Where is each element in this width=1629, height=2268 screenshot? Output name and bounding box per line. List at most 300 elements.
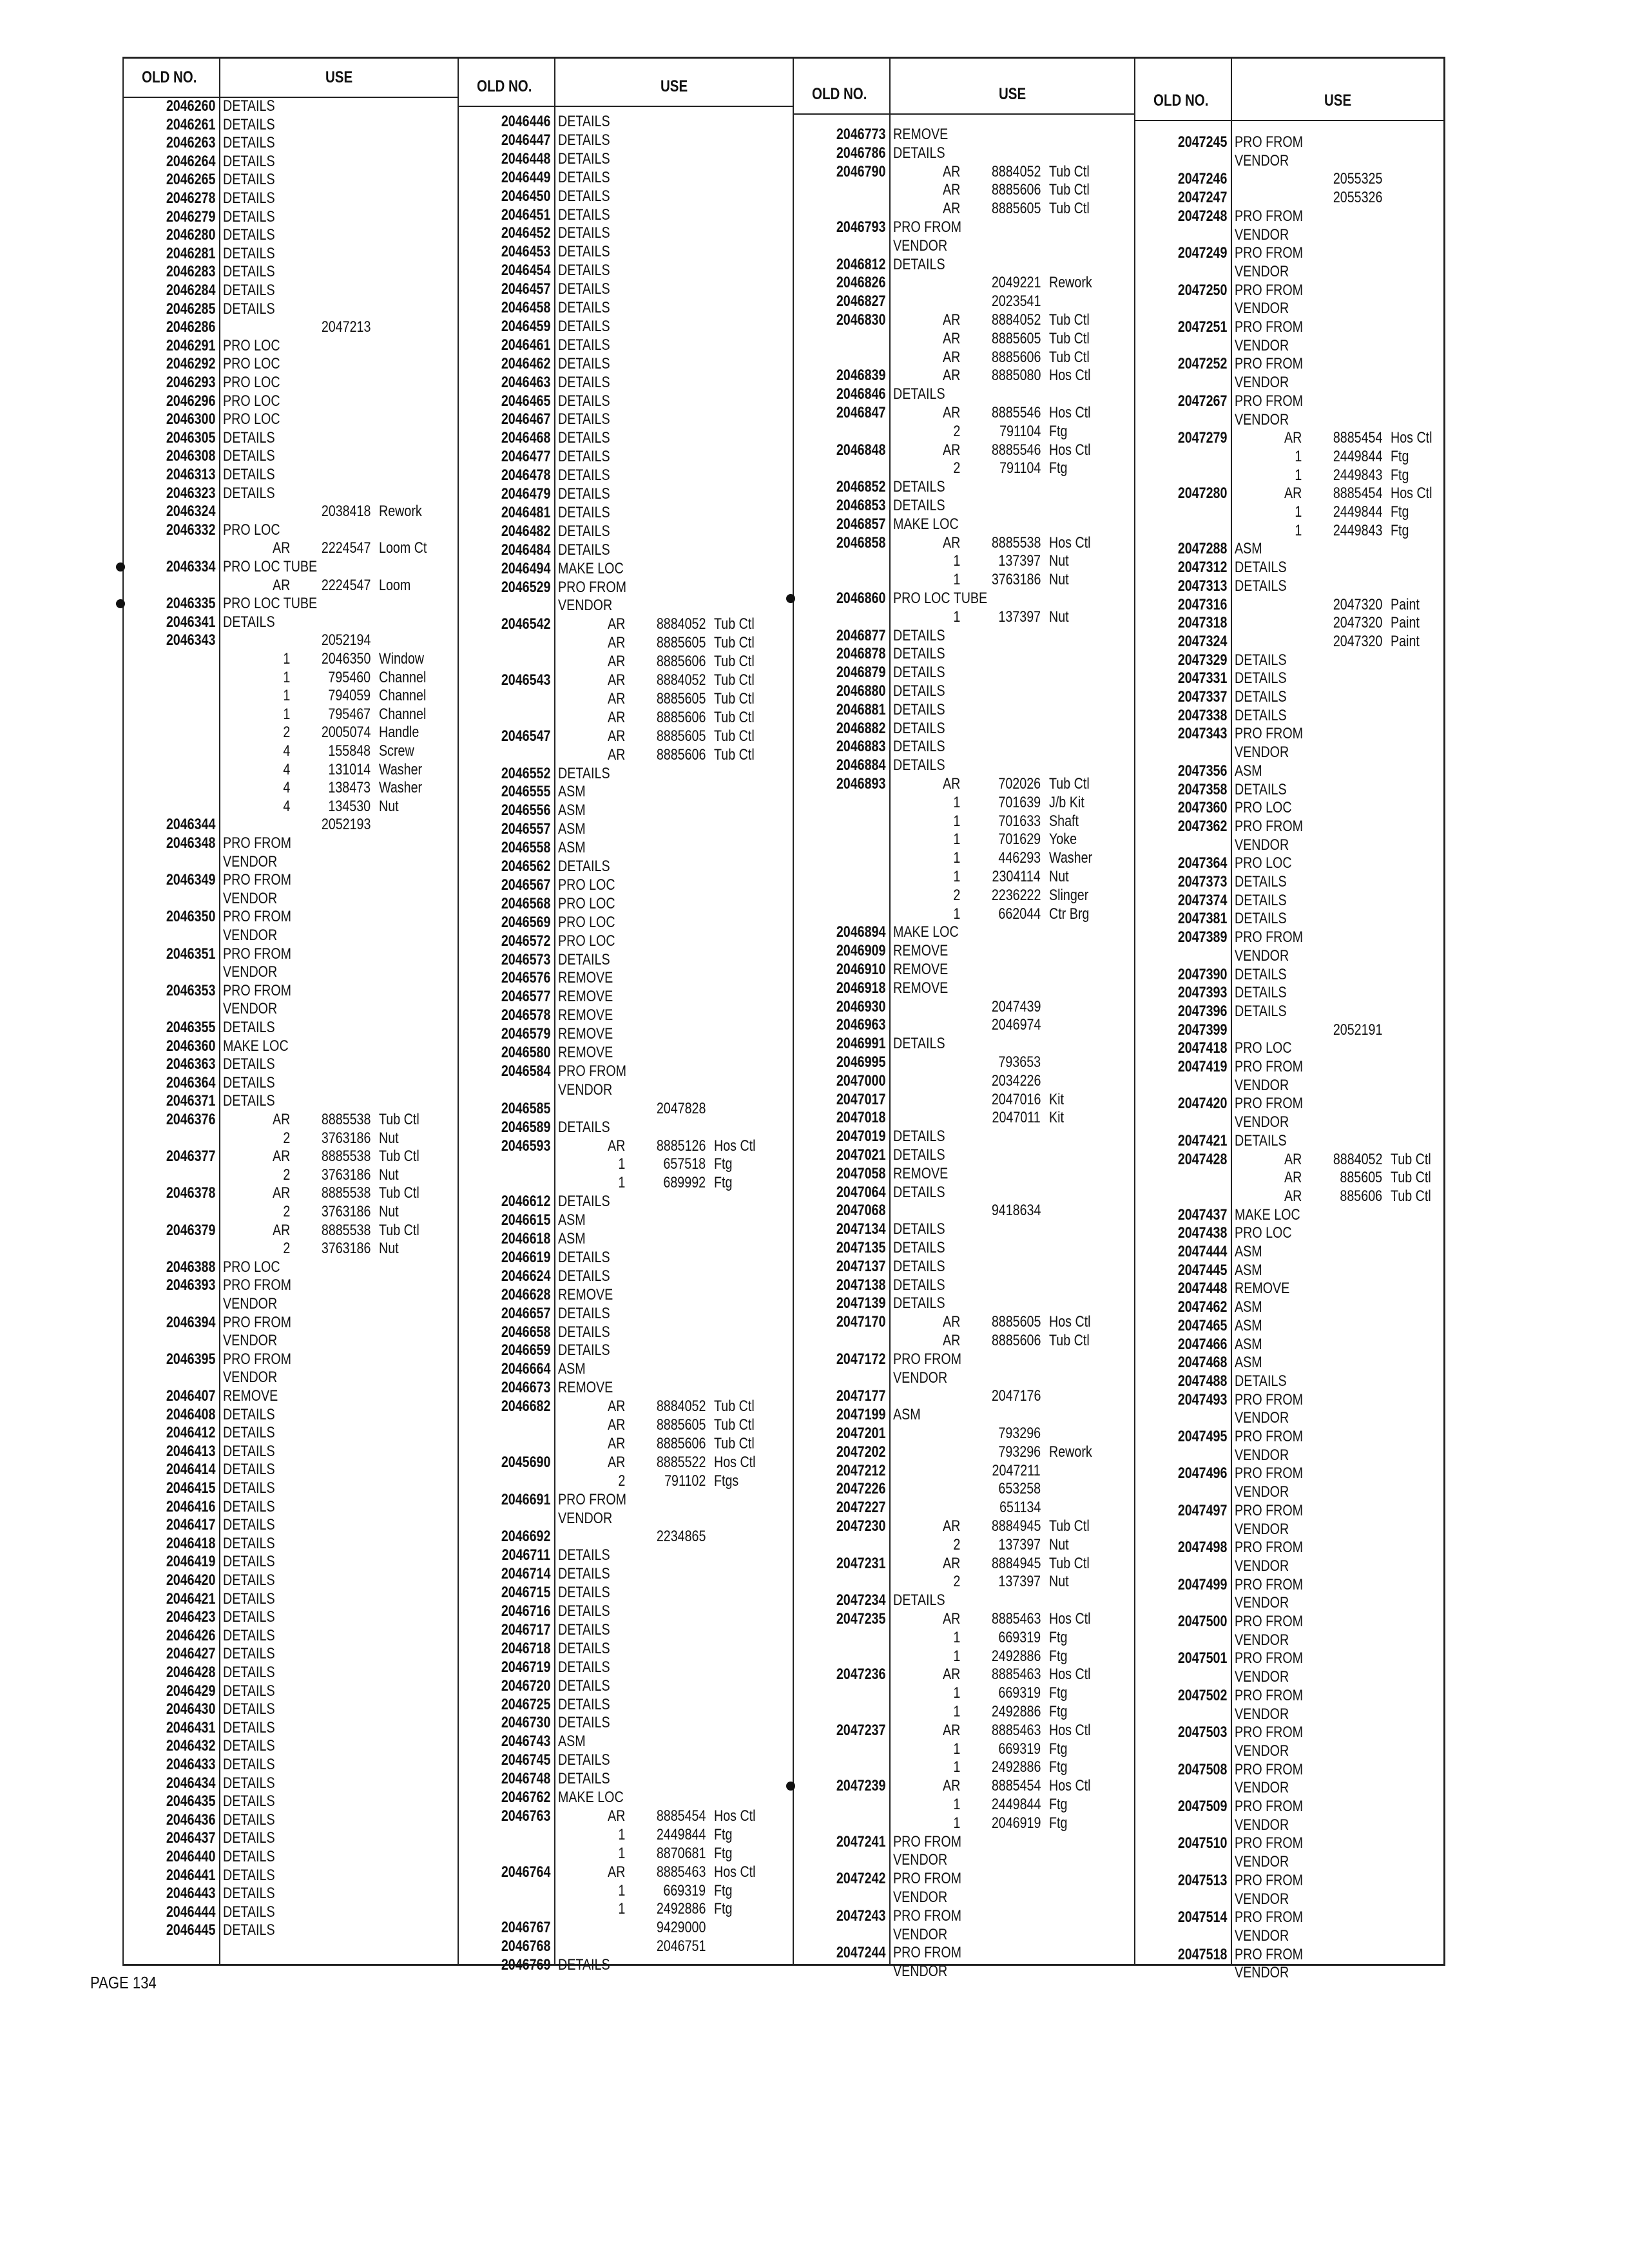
use-text: VENDOR	[223, 963, 278, 981]
use-text: DETAILS	[558, 1323, 610, 1341]
table-row	[1134, 1520, 1443, 1539]
use-text: DETAILS	[558, 299, 610, 316]
old-number: 2046263	[166, 134, 215, 152]
old-number: 2047389	[1177, 928, 1227, 947]
table-row	[1134, 133, 1443, 151]
table-row	[122, 557, 458, 576]
part-description: Hos Ctl	[1049, 533, 1091, 552]
table-row	[1134, 1353, 1443, 1372]
part-number: 2234865	[656, 1528, 706, 1546]
table-row	[458, 615, 793, 633]
old-number: 2046478	[501, 466, 550, 485]
table-row	[793, 533, 1134, 552]
old-number: 2046408	[166, 1405, 215, 1423]
quantity: AR	[942, 367, 960, 385]
part-description: Tub Ctl	[714, 634, 755, 652]
part-number: 8885522	[656, 1453, 706, 1471]
part-number: 446293	[998, 849, 1041, 867]
table-row	[793, 608, 1134, 626]
old-number: 2046717	[501, 1620, 550, 1639]
table-row	[793, 1201, 1134, 1220]
old-number: 2047438	[1177, 1224, 1227, 1242]
use-text: DETAILS	[223, 1792, 275, 1811]
old-number: 2046573	[501, 950, 550, 968]
table-row	[1134, 1927, 1443, 1945]
quantity: AR	[942, 441, 960, 459]
old-number: 2046421	[166, 1590, 215, 1608]
part-description: Hos Ctl	[714, 1807, 756, 1825]
quantity: AR	[942, 1777, 960, 1795]
table-row	[1134, 244, 1443, 262]
part-number: 8885605	[656, 1416, 706, 1434]
old-number: 2046285	[166, 300, 215, 318]
use-text: PRO FROM	[1235, 1095, 1304, 1113]
use-header: USE	[325, 68, 353, 86]
use-text: PRO FROM	[1235, 928, 1304, 947]
part-description: Ftg	[1049, 1796, 1068, 1813]
part-description: Hos Ctl	[1391, 429, 1432, 447]
table-row	[1134, 1372, 1443, 1390]
old-number: 2046355	[166, 1019, 215, 1036]
table-row	[793, 793, 1134, 812]
old-number: 2047267	[1177, 392, 1227, 410]
part-number: 2055325	[1333, 170, 1382, 188]
part-description: Yoke	[1049, 831, 1077, 849]
part-number: 2449844	[1333, 503, 1382, 521]
use-text: DETAILS	[558, 950, 610, 968]
part-number: 8885546	[991, 441, 1041, 459]
use-text: VENDOR	[1235, 1631, 1289, 1649]
use-text: VENDOR	[1235, 947, 1289, 965]
old-number: 2046618	[501, 1230, 550, 1247]
use-text: VENDOR	[223, 1332, 278, 1350]
use-text: DETAILS	[223, 1848, 275, 1865]
old-number: 2046692	[501, 1528, 550, 1546]
use-text: VENDOR	[1235, 1520, 1289, 1538]
part-description: Ftg	[714, 1155, 733, 1173]
old-number: 2047331	[1177, 669, 1227, 687]
table-row	[1134, 1187, 1443, 1206]
part-description: Ftg	[714, 1174, 733, 1192]
table-row	[458, 1509, 793, 1528]
use-text: DETAILS	[893, 1276, 945, 1294]
old-number: 2047245	[1177, 133, 1227, 151]
table-row	[1134, 1852, 1443, 1871]
old-number: 2047501	[1177, 1649, 1227, 1667]
quantity: AR	[607, 708, 625, 726]
quantity: AR	[607, 671, 625, 689]
old-number: 2047251	[1177, 318, 1227, 336]
old-number: 2046420	[166, 1571, 215, 1589]
old-number: 2046429	[166, 1682, 215, 1700]
table-row	[122, 797, 458, 816]
part-number: 2046751	[656, 1937, 706, 1956]
table-row	[122, 1792, 458, 1811]
table-row	[793, 1869, 1134, 1888]
use-text: DETAILS	[223, 447, 275, 465]
use-text: DETAILS	[558, 149, 610, 168]
part-number: 8885126	[656, 1137, 706, 1155]
table-row	[1134, 410, 1443, 429]
table-row	[458, 1081, 793, 1099]
use-text: DETAILS	[558, 764, 610, 782]
old-number: 2047139	[836, 1294, 885, 1312]
part-description: Ftg	[714, 1881, 733, 1899]
table-row	[122, 97, 458, 115]
table-row	[793, 311, 1134, 329]
part-number: 8885605	[991, 329, 1041, 347]
use-text: REMOVE	[893, 1164, 949, 1182]
old-number: 2047420	[1177, 1095, 1227, 1113]
old-number: 2047313	[1177, 577, 1227, 595]
part-description: Ftg	[1049, 1684, 1068, 1702]
use-text: PRO FROM	[1235, 1501, 1304, 1519]
table-row	[1134, 1631, 1443, 1649]
old-number: 2047502	[1177, 1686, 1227, 1704]
old-number: 2046363	[166, 1055, 215, 1073]
table-row	[1134, 706, 1443, 725]
quantity: 1	[1295, 521, 1302, 539]
table-row	[793, 348, 1134, 367]
part-description: Nut	[379, 1166, 399, 1184]
part-description: Tub Ctl	[714, 708, 755, 726]
part-description: J/b Kit	[1049, 793, 1084, 811]
part-description: Tub Ctl	[379, 1221, 419, 1239]
table-row	[122, 1147, 458, 1166]
use-text: DETAILS	[223, 1700, 275, 1718]
table-row	[1134, 1094, 1443, 1113]
part-description: Ftg	[1391, 503, 1409, 521]
old-number: 2047252	[1177, 355, 1227, 373]
table-row	[1134, 1797, 1443, 1816]
table-row	[458, 206, 793, 224]
old-number: 2046280	[166, 226, 215, 244]
use-text: DETAILS	[223, 207, 275, 226]
part-description: Nut	[1049, 608, 1069, 626]
table-row	[793, 1850, 1134, 1869]
use-text: DETAILS	[558, 1565, 610, 1583]
use-text: DETAILS	[558, 224, 610, 242]
table-row	[122, 926, 458, 945]
table-row	[458, 373, 793, 392]
old-number: 2046428	[166, 1664, 215, 1681]
part-description: Rework	[379, 503, 422, 521]
use-text: PRO LOC	[223, 355, 280, 373]
part-description: Rework	[1049, 274, 1092, 292]
table-row	[1134, 780, 1443, 799]
old-number: 2046423	[166, 1608, 215, 1626]
table-row	[793, 960, 1134, 979]
old-number: 2047337	[1177, 688, 1227, 706]
old-number: 2046881	[836, 700, 885, 718]
table-row	[122, 152, 458, 171]
table-row	[1134, 1557, 1443, 1575]
table-row	[1134, 1871, 1443, 1890]
use-text: PRO FROM	[558, 578, 627, 596]
table-row	[458, 1899, 793, 1918]
table-row	[1134, 1113, 1443, 1131]
use-text: DETAILS	[223, 171, 275, 189]
table-row	[1134, 1335, 1443, 1354]
table-row	[122, 336, 458, 355]
part-number: 669319	[998, 1740, 1041, 1758]
quantity: 2	[953, 422, 960, 440]
quantity: AR	[272, 1111, 290, 1128]
quantity: 1	[953, 849, 960, 867]
table-row	[793, 1108, 1134, 1127]
part-description: Ftg	[1049, 1703, 1068, 1720]
quantity: AR	[607, 634, 625, 652]
part-description: Handle	[379, 724, 419, 742]
table-column-4	[1134, 57, 1443, 1982]
part-number: 791104	[999, 422, 1041, 440]
old-number: 2046394	[166, 1313, 215, 1331]
part-number: 2047439	[991, 997, 1041, 1015]
table-row	[1134, 1686, 1443, 1705]
use-text: DETAILS	[893, 1257, 945, 1275]
part-description: Loom	[379, 576, 411, 594]
table-row	[122, 226, 458, 244]
table-row	[458, 280, 793, 298]
table-row	[458, 1304, 793, 1323]
part-description: Tub Ctl	[714, 1398, 755, 1416]
use-text: VENDOR	[1235, 1816, 1289, 1834]
quantity: 1	[283, 705, 290, 723]
old-number: 2046452	[501, 224, 550, 242]
table-row	[1134, 1649, 1443, 1667]
table-row	[793, 255, 1134, 274]
table-row	[1134, 1150, 1443, 1169]
table-row	[793, 1350, 1134, 1369]
use-text: DETAILS	[558, 541, 610, 559]
table-row	[458, 503, 793, 522]
old-number: 2046848	[836, 441, 885, 459]
old-number: 2047399	[1177, 1021, 1227, 1039]
table-row	[122, 1018, 458, 1037]
old-number: 2046763	[501, 1807, 550, 1825]
table-row	[793, 1832, 1134, 1851]
table-row	[793, 1702, 1134, 1721]
part-description: Tub Ctl	[714, 727, 755, 745]
use-text: DETAILS	[558, 429, 610, 447]
old-number: 2046839	[836, 367, 885, 385]
use-text: PRO FROM	[1235, 1613, 1304, 1630]
table-row	[122, 392, 458, 410]
part-number: 137397	[998, 1573, 1041, 1591]
part-description: Tub Ctl	[1049, 1554, 1090, 1572]
table-row	[1134, 207, 1443, 226]
quantity: 1	[283, 650, 290, 668]
use-text: MAKE LOC	[893, 923, 959, 941]
table-row	[458, 950, 793, 969]
part-description: Hos Ctl	[1049, 1610, 1091, 1628]
table-row	[458, 782, 793, 801]
part-description: Nut	[1049, 868, 1069, 885]
use-text: DETAILS	[223, 1608, 275, 1626]
use-text: MAKE LOC	[1235, 1206, 1300, 1224]
part-description: Shaft	[1049, 812, 1079, 830]
use-text: DETAILS	[893, 664, 945, 682]
table-row	[122, 1091, 458, 1110]
quantity: 1	[618, 1881, 625, 1899]
use-text: DETAILS	[223, 1405, 275, 1423]
use-text: DETAILS	[558, 187, 610, 205]
part-number: 2047016	[991, 1090, 1041, 1108]
table-row	[122, 1736, 458, 1755]
use-header: USE	[660, 77, 688, 95]
old-number: 2047243	[836, 1907, 885, 1925]
table-row	[122, 686, 458, 705]
table-row	[122, 778, 458, 797]
part-description: Tub Ctl	[714, 1416, 755, 1434]
use-text: REMOVE	[893, 979, 949, 997]
table-row	[1134, 1021, 1443, 1039]
use-text: PRO FROM	[1235, 1760, 1304, 1778]
old-number: 2046308	[166, 447, 215, 465]
old-number: 2046444	[166, 1903, 215, 1921]
table-row	[122, 1700, 458, 1718]
old-no-header: OLD NO.	[1153, 91, 1209, 110]
table-row	[122, 300, 458, 318]
old-number: 2046718	[501, 1639, 550, 1657]
old-number: 2047288	[1177, 540, 1227, 558]
old-number: 2046593	[501, 1137, 550, 1155]
old-no-header: OLD NO.	[142, 68, 197, 86]
table-row	[122, 1184, 458, 1202]
table-row	[458, 1006, 793, 1024]
quantity: AR	[942, 329, 960, 347]
part-description: Ftg	[1049, 1740, 1068, 1758]
table-row	[122, 1294, 458, 1313]
table-row	[458, 522, 793, 541]
quantity: AR	[1284, 1150, 1302, 1168]
use-text: VENDOR	[893, 1851, 948, 1869]
part-description: Window	[379, 650, 424, 668]
table-row	[458, 1099, 793, 1118]
table-row	[122, 907, 458, 926]
old-number: 2047134	[836, 1220, 885, 1238]
part-number: 651134	[999, 1499, 1041, 1517]
part-description: Ftg	[1391, 521, 1409, 539]
part-description: Tub Ctl	[714, 671, 755, 689]
use-text: DETAILS	[223, 226, 275, 244]
table-row	[793, 552, 1134, 570]
part-description: Ftg	[1391, 466, 1409, 484]
table-row	[793, 162, 1134, 181]
table-row	[1134, 188, 1443, 207]
table-row	[458, 1564, 793, 1583]
table-row	[458, 1844, 793, 1863]
part-description: Paint	[1391, 595, 1420, 613]
use-text: DETAILS	[558, 1620, 610, 1639]
quantity: AR	[607, 745, 625, 764]
old-number: 2046716	[501, 1602, 550, 1620]
old-number: 2046481	[501, 503, 550, 521]
table-row	[122, 1515, 458, 1534]
table-row	[458, 1211, 793, 1229]
quantity: AR	[942, 775, 960, 793]
use-text: DETAILS	[223, 1664, 275, 1681]
use-text: DETAILS	[223, 300, 275, 318]
table-row	[458, 187, 793, 206]
old-number: 2046552	[501, 764, 550, 782]
table-row	[458, 485, 793, 503]
table-row	[1134, 687, 1443, 706]
old-number: 2047393	[1177, 984, 1227, 1002]
old-number: 2047019	[836, 1128, 885, 1146]
part-description: Nut	[1049, 571, 1069, 589]
table-row	[793, 570, 1134, 589]
table-column-1	[122, 57, 458, 1964]
old-number: 2046768	[501, 1937, 550, 1956]
old-number: 2046773	[836, 126, 885, 143]
part-number: 137397	[998, 552, 1041, 570]
table-row	[458, 559, 793, 578]
old-number: 2047513	[1177, 1871, 1227, 1889]
old-number: 2047237	[836, 1721, 885, 1739]
use-text: VENDOR	[1235, 1409, 1289, 1427]
table-row	[793, 1146, 1134, 1164]
use-text: DETAILS	[223, 1866, 275, 1884]
part-number: 8885454	[1333, 429, 1382, 447]
table-row	[793, 199, 1134, 218]
quantity: AR	[942, 200, 960, 218]
table-row	[122, 1682, 458, 1700]
old-number: 2046482	[501, 522, 550, 540]
table-row	[458, 708, 793, 727]
old-number: 2046371	[166, 1092, 215, 1110]
use-text: PRO FROM	[1235, 1465, 1304, 1483]
part-description: Ftg	[1049, 459, 1068, 477]
use-text: PRO LOC	[558, 876, 615, 894]
table-row	[793, 830, 1134, 849]
table-row	[458, 876, 793, 894]
use-text: VENDOR	[1235, 300, 1289, 318]
table-row	[458, 1434, 793, 1453]
table-row	[458, 1825, 793, 1844]
use-text: DETAILS	[893, 1591, 945, 1610]
table-row	[1134, 1667, 1443, 1686]
table-row	[793, 756, 1134, 774]
quantity: 2	[283, 724, 290, 742]
use-text: VENDOR	[1235, 374, 1289, 392]
part-number: 2055326	[1333, 189, 1382, 207]
part-description: Ctr Brg	[1049, 905, 1090, 923]
old-number: 2046349	[166, 871, 215, 889]
use-text: DETAILS	[223, 1019, 275, 1036]
use-text: DETAILS	[223, 1718, 275, 1736]
part-number: 2052193	[321, 816, 371, 834]
use-text: DETAILS	[558, 503, 610, 521]
table-row	[122, 631, 458, 649]
table-row	[458, 857, 793, 876]
use-text: PRO FROM	[1235, 1058, 1304, 1075]
use-text: DETAILS	[558, 1658, 610, 1676]
table-row	[122, 705, 458, 724]
table-row	[458, 298, 793, 317]
table-row	[458, 428, 793, 447]
use-text: REMOVE	[893, 961, 949, 978]
old-no-header: OLD NO.	[812, 85, 867, 103]
part-number: 701633	[998, 812, 1041, 830]
part-number: 134530	[328, 797, 371, 815]
use-text: PRO FROM	[223, 1276, 292, 1294]
part-number: 3763186	[321, 1240, 371, 1258]
use-text: MAKE LOC	[223, 1037, 289, 1055]
old-number: 2047503	[1177, 1724, 1227, 1742]
part-description: Kit	[1049, 1109, 1064, 1127]
table-row	[122, 1774, 458, 1792]
